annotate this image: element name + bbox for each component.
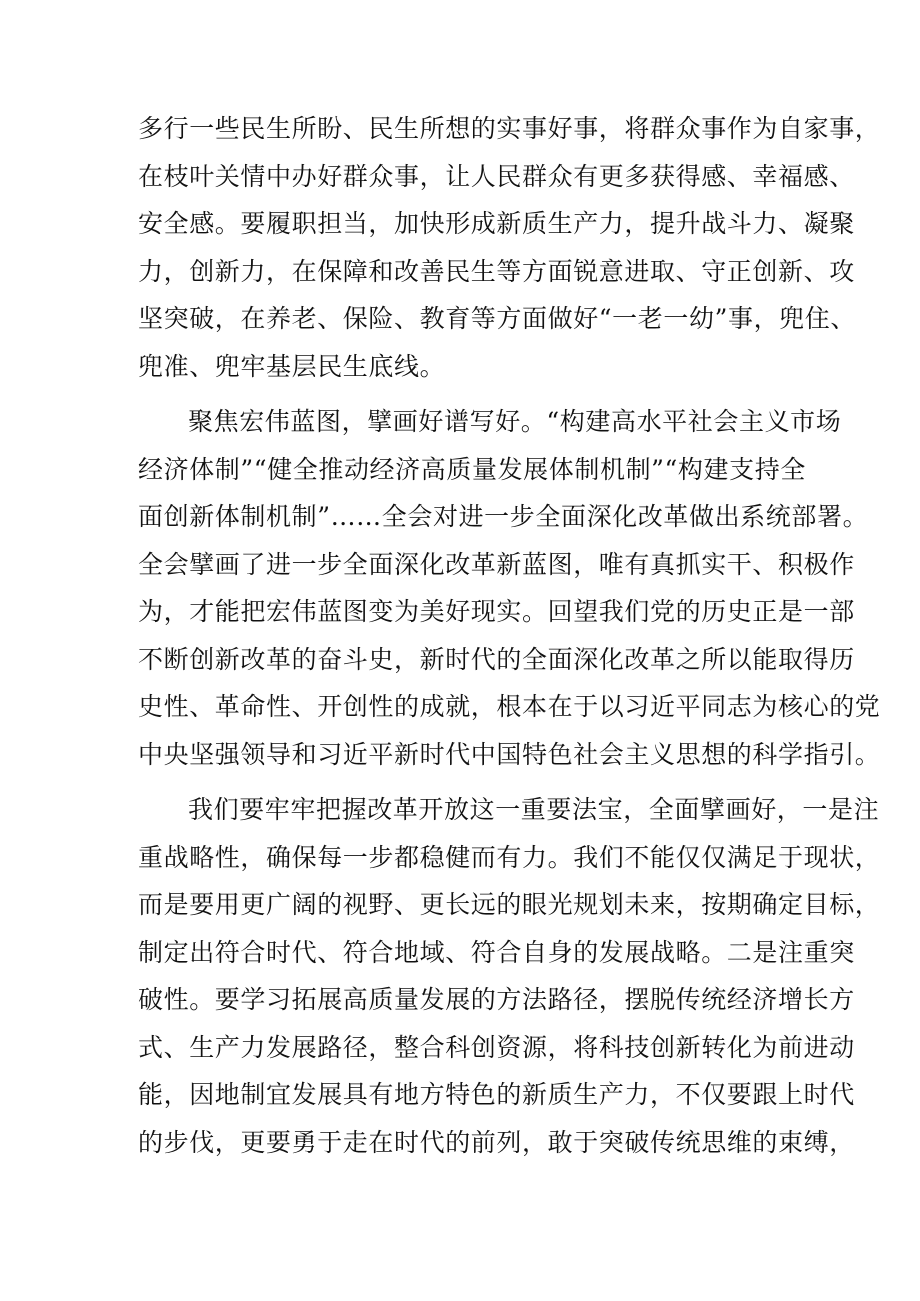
paragraph-line: 制定出符合时代、符合地域、符合自身的发展战略。二是注重突 [138, 937, 855, 967]
paragraph-line: 多行一些民生所盼、民生所想的实事好事，将群众事作为自家事， [138, 114, 881, 143]
paragraph-line: 史性、革命性、开创性的成就，根本在于以习近平同志为核心的党 [138, 692, 881, 721]
paragraph-line: 安全感。要履职担当，加快形成新质生产力，提升战斗力、凝聚 [138, 209, 855, 238]
paragraph-line: 重战略性，确保每一步都稳健而有力。我们不能仅仅满足于现状， [138, 842, 881, 872]
paragraph-1 [138, 105, 881, 390]
paragraph-line: 破性。要学习拓展高质量发展的方法路径，摆脱传统经济增长方 [138, 985, 855, 1014]
paragraph-3 [138, 786, 881, 1166]
paragraph-line: 能，因地制宜发展具有地方特色的新质生产力，不仅要跟上时代 [138, 1080, 855, 1109]
paragraph-line: 聚焦宏伟蓝图，擘画好谱写好。“构建高水平社会主义市场 [188, 407, 842, 436]
paragraph-line: 在枝叶关情中办好群众事，让人民群众有更多获得感、幸福感、 [138, 161, 855, 191]
paragraph-line: 全会擘画了进一步全面深化改革新蓝图，唯有真抓实干、积极作 [138, 549, 855, 579]
paragraph-line: 的步伐，更要勇于走在时代的前列，敢于突破传统思维的束缚， [138, 1127, 855, 1157]
paragraph-line: 力，创新力，在保障和改善民生等方面锐意进取、守正创新、攻 [138, 256, 855, 286]
document-body [138, 105, 881, 1166]
paragraph-line: 坚突破，在养老、保险、教育等方面做好“一老一幼”事，兜住、 [138, 304, 856, 333]
paragraph-line: 不断创新改革的奋斗史，新时代的全面深化改革之所以能取得历 [138, 644, 855, 674]
paragraph-line: 为，才能把宏伟蓝图变为美好现实。回望我们党的历史正是一部 [138, 597, 855, 626]
paragraph-2 [138, 398, 881, 778]
paragraph-line: 我们要牢牢把握改革开放这一重要法宝，全面擘画好，一是注 [188, 795, 880, 824]
paragraph-line: 中央坚强领导和习近平新时代中国特色社会主义思想的科学指引。 [138, 739, 881, 769]
paragraph-line: 面创新体制机制”……全会对进一步全面深化改革做出系统部署。 [138, 502, 869, 531]
paragraph-line: 而是要用更广阔的视野、更长远的眼光规划未来，按期确定目标， [138, 890, 881, 919]
paragraph-line: 经济体制”“健全推动经济高质量发展体制机制”“构建支持全 [138, 454, 806, 484]
paragraph-line: 兜准、兜牢基层民生底线。 [138, 351, 446, 381]
paragraph-line: 式、生产力发展路径，整合科创资源，将科技创新转化为前进动 [138, 1032, 855, 1062]
